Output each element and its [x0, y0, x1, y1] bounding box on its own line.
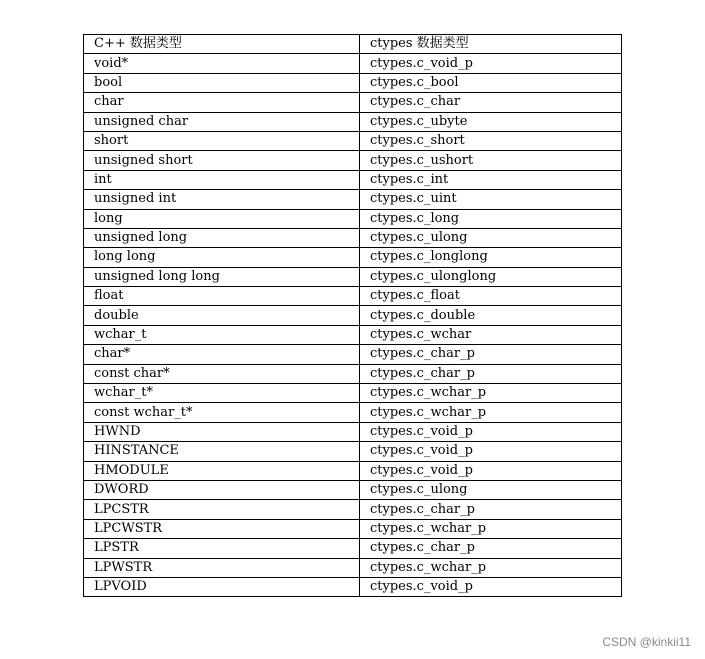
cpp-type-cell: int	[84, 170, 360, 189]
table-row	[84, 73, 622, 92]
ctypes-type-cell: ctypes.c_double	[360, 306, 622, 325]
table-row	[84, 267, 622, 286]
ctypes-type-cell: ctypes.c_ulonglong	[360, 267, 622, 286]
cpp-type-cell: unsigned long long	[84, 267, 360, 286]
table-row	[84, 403, 622, 422]
table-row	[84, 461, 622, 480]
ctypes-type-cell: ctypes.c_wchar	[360, 325, 622, 344]
ctypes-type-cell: ctypes.c_longlong	[360, 248, 622, 267]
ctypes-type-cell: ctypes.c_void_p	[360, 54, 622, 73]
type-mapping-table	[83, 34, 622, 597]
cpp-type-cell: long long	[84, 248, 360, 267]
table-row	[84, 539, 622, 558]
cpp-type-cell: HMODULE	[84, 461, 360, 480]
ctypes-type-cell: ctypes.c_float	[360, 287, 622, 306]
ctypes-type-cell: ctypes.c_char_p	[360, 345, 622, 364]
ctypes-type-cell: ctypes.c_wchar_p	[360, 558, 622, 577]
cpp-type-cell: unsigned short	[84, 151, 360, 170]
cpp-type-cell: LPCSTR	[84, 500, 360, 519]
ctypes-type-cell: ctypes.c_ulong	[360, 228, 622, 247]
cpp-type-cell: HWND	[84, 422, 360, 441]
cpp-type-cell: DWORD	[84, 480, 360, 499]
cpp-type-cell: unsigned long	[84, 228, 360, 247]
table-row	[84, 480, 622, 499]
header-ctypes-type: ctypes 数据类型	[360, 35, 622, 54]
ctypes-type-cell: ctypes.c_ulong	[360, 480, 622, 499]
ctypes-type-cell: ctypes.c_wchar_p	[360, 403, 622, 422]
cpp-type-cell: char	[84, 93, 360, 112]
ctypes-type-cell: ctypes.c_ushort	[360, 151, 622, 170]
cpp-type-cell: const wchar_t*	[84, 403, 360, 422]
ctypes-type-cell: ctypes.c_char_p	[360, 539, 622, 558]
table-row	[84, 558, 622, 577]
table-row	[84, 500, 622, 519]
cpp-type-cell: const char*	[84, 364, 360, 383]
table-row	[84, 170, 622, 189]
table-row	[84, 519, 622, 538]
ctypes-type-cell: ctypes.c_long	[360, 209, 622, 228]
ctypes-type-cell: ctypes.c_void_p	[360, 461, 622, 480]
table-row	[84, 190, 622, 209]
ctypes-type-cell: ctypes.c_void_p	[360, 577, 622, 596]
watermark: CSDN @kinkii11	[602, 635, 691, 649]
table-row	[84, 112, 622, 131]
table-row	[84, 306, 622, 325]
table-row	[84, 93, 622, 112]
cpp-type-cell: unsigned int	[84, 190, 360, 209]
ctypes-type-cell: ctypes.c_char	[360, 93, 622, 112]
ctypes-type-cell: ctypes.c_bool	[360, 73, 622, 92]
cpp-type-cell: LPCWSTR	[84, 519, 360, 538]
cpp-type-cell: LPSTR	[84, 539, 360, 558]
cpp-type-cell: double	[84, 306, 360, 325]
cpp-type-cell: bool	[84, 73, 360, 92]
table-row	[84, 54, 622, 73]
table-row	[84, 151, 622, 170]
cpp-type-cell: LPWSTR	[84, 558, 360, 577]
cpp-type-cell: unsigned char	[84, 112, 360, 131]
cpp-type-cell: long	[84, 209, 360, 228]
cpp-type-cell: wchar_t*	[84, 384, 360, 403]
cpp-type-cell: wchar_t	[84, 325, 360, 344]
ctypes-type-cell: ctypes.c_short	[360, 131, 622, 150]
table-row	[84, 384, 622, 403]
table-row	[84, 131, 622, 150]
cpp-type-cell: char*	[84, 345, 360, 364]
header-row	[84, 35, 622, 54]
table-row	[84, 442, 622, 461]
ctypes-type-cell: ctypes.c_ubyte	[360, 112, 622, 131]
ctypes-type-cell: ctypes.c_char_p	[360, 364, 622, 383]
header-cpp-type: C++ 数据类型	[84, 35, 360, 54]
table-row	[84, 422, 622, 441]
cpp-type-cell: LPVOID	[84, 577, 360, 596]
ctypes-type-cell: ctypes.c_wchar_p	[360, 384, 622, 403]
table-row	[84, 248, 622, 267]
ctypes-type-cell: ctypes.c_wchar_p	[360, 519, 622, 538]
table-row	[84, 287, 622, 306]
ctypes-type-cell: ctypes.c_uint	[360, 190, 622, 209]
cpp-type-cell: void*	[84, 54, 360, 73]
table-row	[84, 345, 622, 364]
table-row	[84, 228, 622, 247]
table-row	[84, 325, 622, 344]
ctypes-type-cell: ctypes.c_void_p	[360, 442, 622, 461]
table-body	[84, 54, 622, 597]
ctypes-type-cell: ctypes.c_char_p	[360, 500, 622, 519]
table-row	[84, 364, 622, 383]
cpp-type-cell: float	[84, 287, 360, 306]
table-row	[84, 577, 622, 596]
table-row	[84, 209, 622, 228]
ctypes-type-cell: ctypes.c_int	[360, 170, 622, 189]
cpp-type-cell: HINSTANCE	[84, 442, 360, 461]
cpp-type-cell: short	[84, 131, 360, 150]
ctypes-type-cell: ctypes.c_void_p	[360, 422, 622, 441]
